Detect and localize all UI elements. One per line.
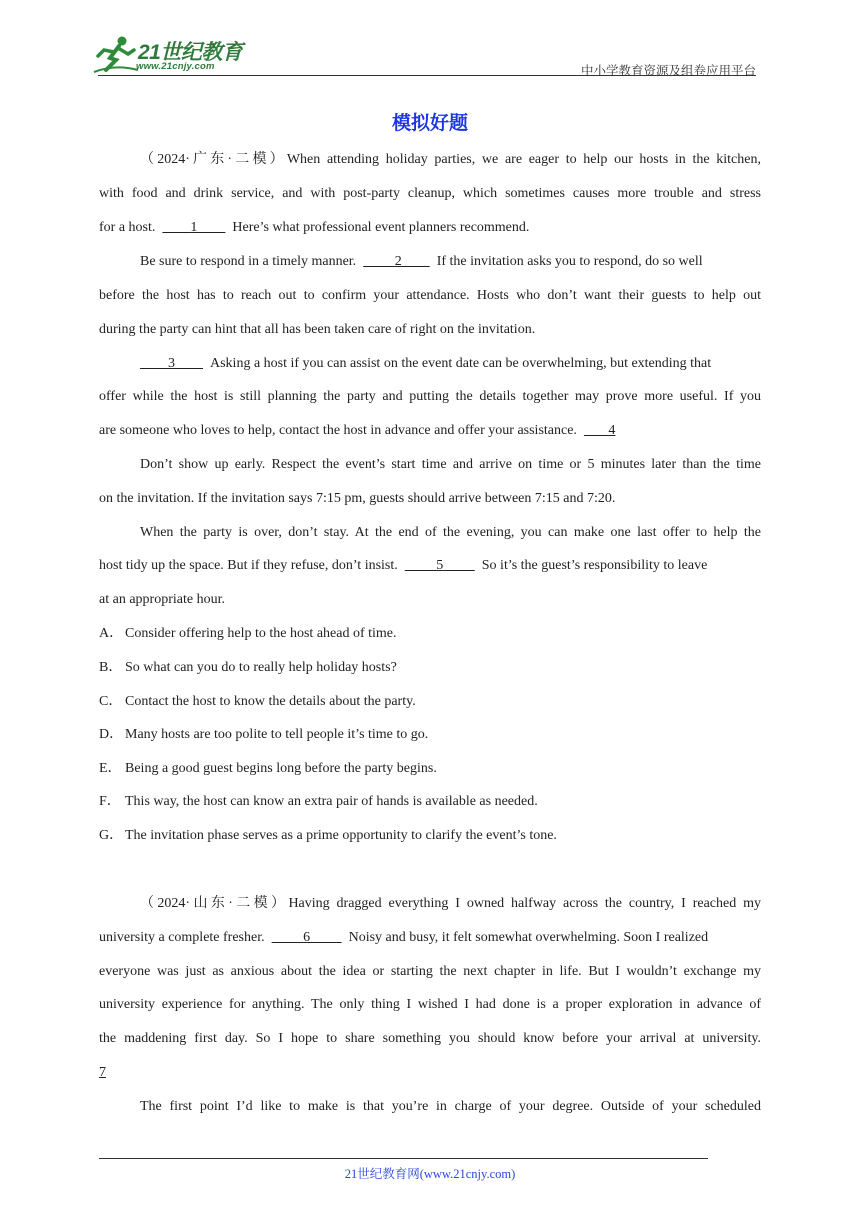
passage-text: Be sure to respond in a timely manner.	[140, 254, 357, 269]
answer-blank[interactable]	[272, 930, 342, 945]
option-letter: B．	[99, 660, 123, 675]
answer-blank[interactable]	[363, 254, 430, 269]
passage-text: university a complete fresher.	[99, 930, 265, 945]
site-logo[interactable]	[92, 34, 262, 74]
blank-number: 3	[168, 356, 175, 371]
passage2-line: everyone was just as anxious about the idea or starting the next chapter in life. But I wouldn’t exchange my	[99, 964, 761, 979]
logo-url: www.21cnjy.com	[136, 61, 215, 72]
option-d[interactable]	[99, 725, 761, 745]
option-letter: F．	[99, 794, 121, 809]
passage1-line	[99, 421, 761, 441]
option-text: Contact the host to know the details about the party.	[125, 694, 416, 709]
option-f[interactable]	[99, 792, 761, 812]
option-text: Many hosts are too polite to tell people it’s time to go.	[125, 727, 429, 742]
blank-number: 2	[394, 254, 402, 269]
blank-number: 1	[190, 220, 198, 235]
option-g[interactable]	[99, 826, 761, 846]
page-header	[98, 30, 756, 78]
passage1-line: Don’t show up early. Respect the event’s start time and arrive on time or 5 minutes later than the time	[140, 457, 761, 472]
passage1-line: before the host has to reach out to confirm your attendance. Hosts who don’t want their guests to help out	[99, 288, 761, 303]
passage2-line: The first point I’d like to make is that you’re in charge of your degree. Outside of your scheduled	[140, 1099, 761, 1114]
passage1-line: When the party is over, don’t stay. At the end of the evening, you can make one last offer to help the	[140, 525, 761, 540]
passage1-line	[99, 556, 761, 576]
passage-text: are someone who loves to help, contact the host in advance and offer your assistance.	[99, 423, 577, 438]
passage2-line: （2024·山东·二模）Having dragged everything I owned halfway across the country, I reached my	[140, 896, 761, 911]
passage-text: Noisy and busy, it felt somewhat overwhelming. Soon I realized	[348, 930, 709, 945]
footer-divider	[99, 1158, 708, 1159]
passage2-line	[99, 928, 761, 948]
option-text: Consider offering help to the host ahead of time.	[125, 626, 397, 641]
passage1-line: （2024·广东·二模）When attending holiday parties, we are eager to help our hosts in the kitchen,	[140, 152, 761, 167]
passage2-line: the maddening first day. So I hope to share something you should know before your arrival at university.	[99, 1031, 761, 1046]
passage1-line: on the invitation. If the invitation says 7:15 pm, guests should arrive between 7:15 and 7:20.	[99, 491, 616, 506]
option-a[interactable]	[99, 624, 761, 644]
option-letter: A．	[99, 626, 124, 641]
passage-text: Asking a host if you can assist on the event date can be overwhelming, but extending that	[210, 356, 712, 371]
passage1-line	[99, 252, 761, 272]
passage1-line	[99, 218, 761, 238]
passage2-line: university experience for anything. The only thing I wished I had done is a proper exploration in advance of	[99, 997, 761, 1012]
passage-text: host tidy up the space. But if they refuse, don’t insist.	[99, 558, 398, 573]
passage-text: for a host.	[99, 220, 156, 235]
answer-blank[interactable]	[405, 558, 475, 573]
option-letter: D．	[99, 727, 124, 742]
passage-text: So it’s the guest’s responsibility to leave	[481, 558, 708, 573]
option-text: So what can you do to really help holiday hosts?	[125, 660, 397, 675]
runner-logo-icon	[92, 34, 140, 74]
answer-blank[interactable]: 7	[99, 1065, 106, 1080]
blank-number: 5	[436, 558, 444, 573]
option-letter: E．	[99, 761, 122, 776]
option-letter: C．	[99, 694, 123, 709]
answer-blank[interactable]	[162, 220, 225, 235]
answer-blank[interactable]	[140, 356, 203, 371]
logo-text: 21世纪教育	[138, 41, 243, 64]
passage1-line: at an appropriate hour.	[99, 592, 225, 607]
option-c[interactable]	[99, 692, 761, 712]
option-text: This way, the host can know an extra pair of hands is available as needed.	[125, 794, 538, 809]
blank-number: 4	[608, 423, 616, 438]
page-footer[interactable]: 21世纪教育网(www.21cnjy.com)	[344, 1167, 516, 1181]
passage1-line	[99, 354, 761, 374]
passage1-line: with food and drink service, and with post-party cleanup, which sometimes causes more trouble and stress	[99, 186, 761, 201]
blank-number: 6	[303, 930, 311, 945]
passage2-line	[99, 1063, 761, 1083]
option-text: Being a good guest begins long before the party begins.	[125, 761, 437, 776]
header-divider	[98, 75, 756, 76]
option-text: The invitation phase serves as a prime opportunity to clarify the event’s tone.	[125, 828, 557, 843]
passage1-line: offer while the host is still planning the party and putting the details together may prove more useful. If you	[99, 389, 761, 404]
option-e[interactable]	[99, 759, 761, 779]
option-letter: G．	[99, 828, 124, 843]
passage-text: If the invitation asks you to respond, do so well	[436, 254, 703, 269]
option-b[interactable]	[99, 658, 761, 678]
passage-text: Here’s what professional event planners recommend.	[232, 220, 530, 235]
passage1-line: during the party can hint that all has been taken care of right on the invitation.	[99, 322, 536, 337]
platform-name: 中小学教育资源及组卷应用平台	[580, 64, 756, 78]
page-title: 模拟好题	[391, 112, 468, 134]
answer-blank[interactable]	[584, 423, 616, 438]
